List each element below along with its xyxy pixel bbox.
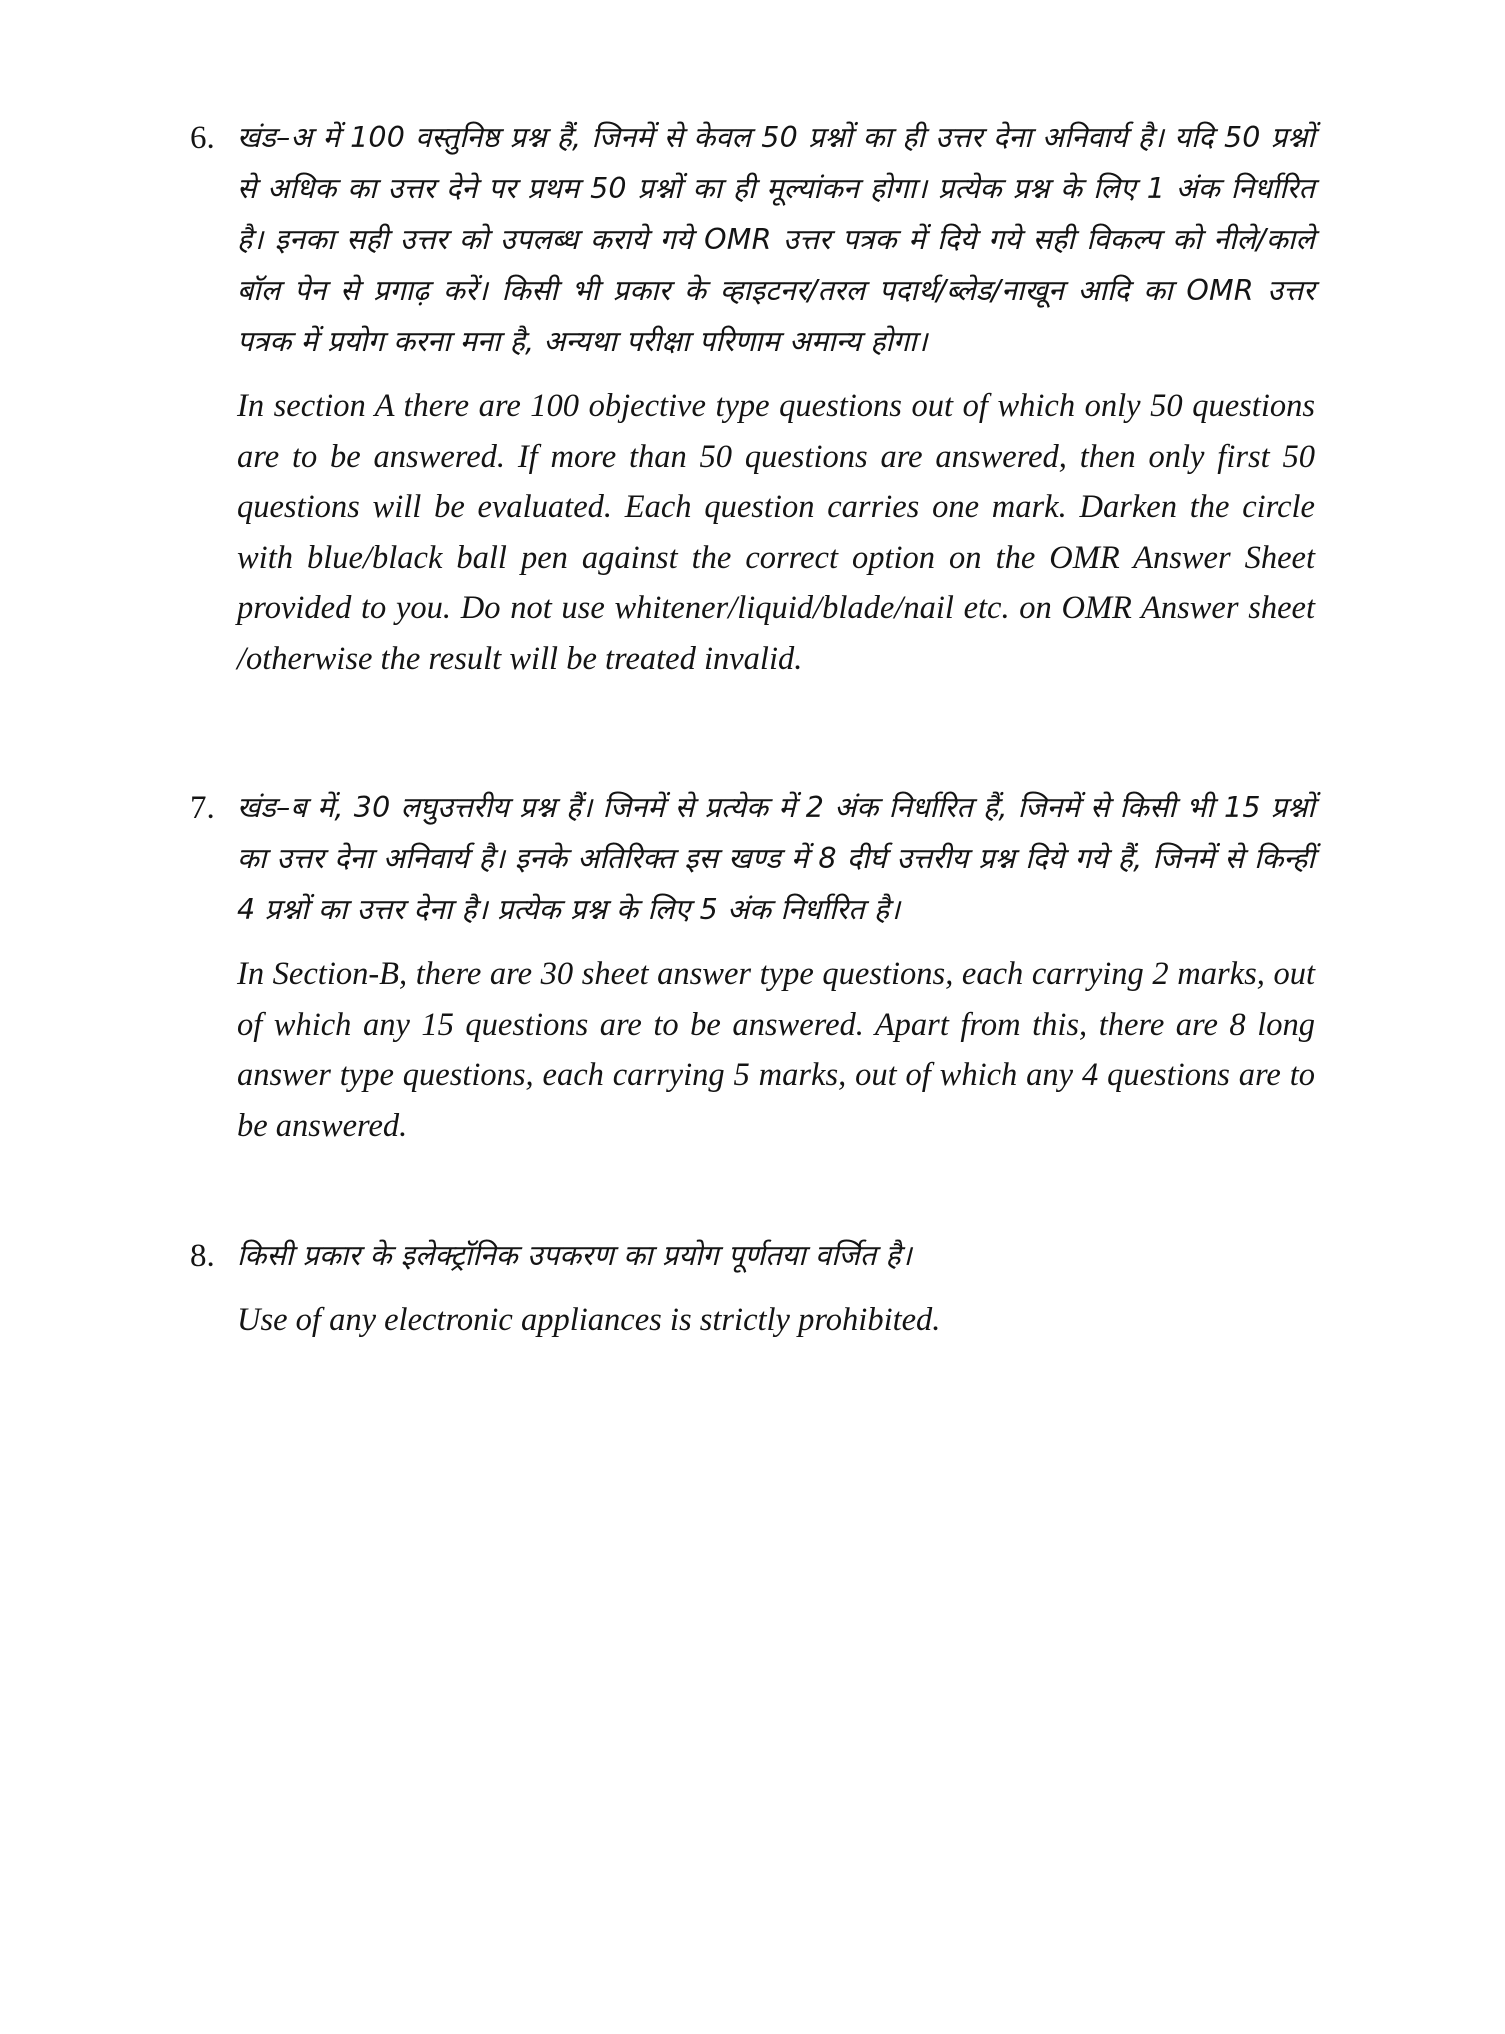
instruction-item-8 xyxy=(190,1230,1315,1346)
item-number: 8. xyxy=(190,1238,215,1274)
hindi-instruction: खंड–अ में 100 वस्तुनिष्ठ प्रश्न हैं, जिनमें से केवल 50 प्रश्नों का ही उत्तर देना अनिवार्य है। यदि 50 प्रश्नों से अधिक का उत्तर देने पर प्रथम 50 प्रश्नों का ही मूल्यांकन होगा। प्रत्येक प्रश्न के लिए 1 अंक निर्धारित है। इनका सही उत्तर को उपलब्ध कराये गये OMR उत्तर पत्रक में दिये गये सही विकल्प को नीले/काले बॉल पेन से प्रगाढ़ करें। किसी भी प्रकार के व्हाइटनर/तरल पदार्थ/ब्लेड/नाखून आदि का OMR उत्तर पत्रक में प्रयोग करना मना है, अन्यथा परीक्षा परिणाम अमान्य होगा। xyxy=(237,121,1315,358)
hindi-instruction: खंड–ब में, 30 लघुउत्तरीय प्रश्न हैं। जिनमें से प्रत्येक में 2 अंक निर्धारित हैं, जिनमें से किसी भी 15 प्रश्नों का उत्तर देना अनिवार्य है। इनके अतिरिक्त इस खण्ड में 8 दीर्घ उत्तरीय प्रश्न दिये गये हैं, जिनमें से किन्हीं 4 प्रश्नों का उत्तर देना है। प्रत्येक प्रश्न के लिए 5 अंक निर्धारित है। xyxy=(237,791,1315,926)
item-number: 6. xyxy=(190,120,215,156)
item-number: 7. xyxy=(190,790,215,826)
hindi-instruction: किसी प्रकार के इलेक्ट्रॉनिक उपकरण का प्रयोग पूर्णतया वर्जित है। xyxy=(237,1239,912,1272)
english-instruction: Use of any electronic appliances is strictly prohibited. xyxy=(237,1302,941,1338)
english-instruction: In Section-B, there are 30 sheet answer type questions, each carrying 2 marks, out of which any 15 questions are to be answered. Apart from this, there are 8 long answer type questions, each carrying 5 marks, out of which any 4 questions are to be answered. xyxy=(237,956,1315,1144)
english-instruction: In section A there are 100 objective type questions out of which only 50 questions are to be answered. If more than 50 questions are answered, then only first 50 questions will be evaluated. Each question carries one mark. Darken the circle with blue/black ball pen against the correct option on the OMR Answer Sheet provided to you. Do not use whitener/liquid/blade/nail etc. on OMR Answer sheet /otherwise the result will be treated invalid. xyxy=(237,388,1315,677)
instruction-item-7 xyxy=(190,782,1315,1151)
instruction-item-6 xyxy=(190,112,1315,684)
